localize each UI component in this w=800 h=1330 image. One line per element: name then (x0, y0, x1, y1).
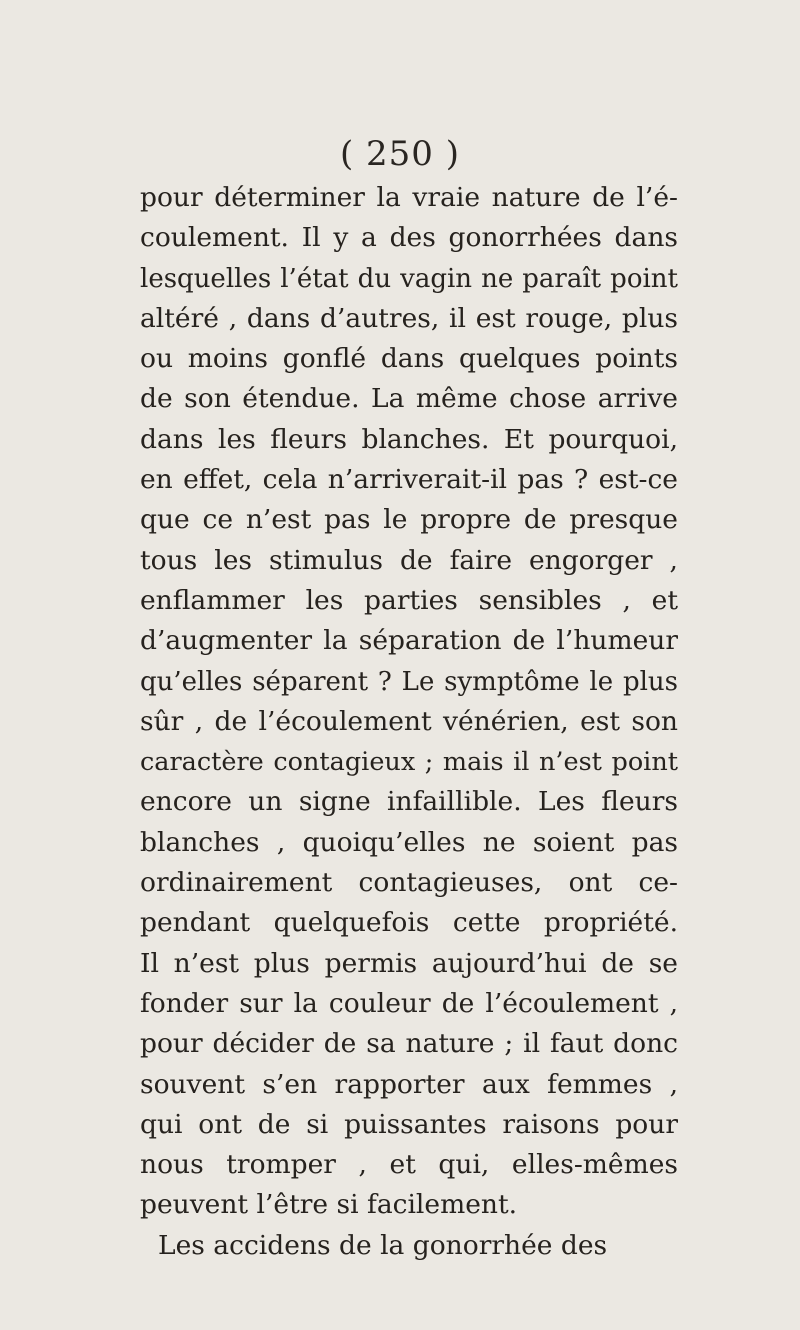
text-line: que ce n’est pas le propre de presque (140, 504, 678, 536)
text-line: enflammer les parties sensibles , et (140, 584, 678, 616)
body-text (140, 178, 678, 1266)
text-line: qu’elles séparent ? Le symptôme le plus (140, 666, 678, 697)
text-line: qui ont de si puissantes raisons pour (140, 1108, 678, 1140)
text-line: pendant quelquefois cette propriété. (140, 907, 678, 939)
text-line: Il n’est plus permis aujourd’hui de se (140, 947, 678, 979)
text-line: pour déterminer la vraie nature de l’é- (140, 182, 678, 213)
text-line: d’augmenter la séparation de l’humeur (140, 625, 678, 657)
text-line: pour décider de sa nature ; il faut donc (140, 1028, 678, 1060)
text-line: tous les stimulus de faire engorger , (140, 544, 678, 576)
text-line: souvent s’en rapporter aux femmes , (140, 1068, 678, 1100)
text-line: de son étendue. La même chose arrive (140, 383, 678, 415)
text-line: sûr , de l’écoulement vénérien, est son (140, 705, 678, 737)
text-line: caractère contagieux ; mais il n’est point (140, 747, 678, 778)
text-line: lesquelles l’état du vagin ne paraît point (140, 263, 678, 294)
text-line: blanches , quoiqu’elles ne soient pas (140, 826, 678, 858)
text-line: coulement. Il y a des gonorrhées dans (140, 222, 678, 254)
text-line: altéré , dans d’autres, il est rouge, plus (140, 302, 678, 334)
text-line: Les accidens de la gonorrhée des (158, 1229, 608, 1261)
text-line: ordinairement contagieuses, ont ce- (140, 867, 678, 899)
text-line: ou moins gonflé dans quelques points (140, 343, 678, 375)
text-line: en effet, cela n’arriverait-il pas ? est-ce (140, 464, 678, 496)
text-line: peuvent l’être si facilement. (140, 1189, 518, 1221)
text-line: encore un signe infaillible. Les fleurs (140, 786, 678, 818)
text-line: dans les fleurs blanches. Et pourquoi, (140, 423, 678, 455)
text-line: fonder sur la couleur de l’écoulement , (140, 987, 678, 1019)
text-line: nous tromper , et qui, elles-mêmes (140, 1149, 678, 1181)
page-number: ( 250 ) (339, 134, 461, 174)
